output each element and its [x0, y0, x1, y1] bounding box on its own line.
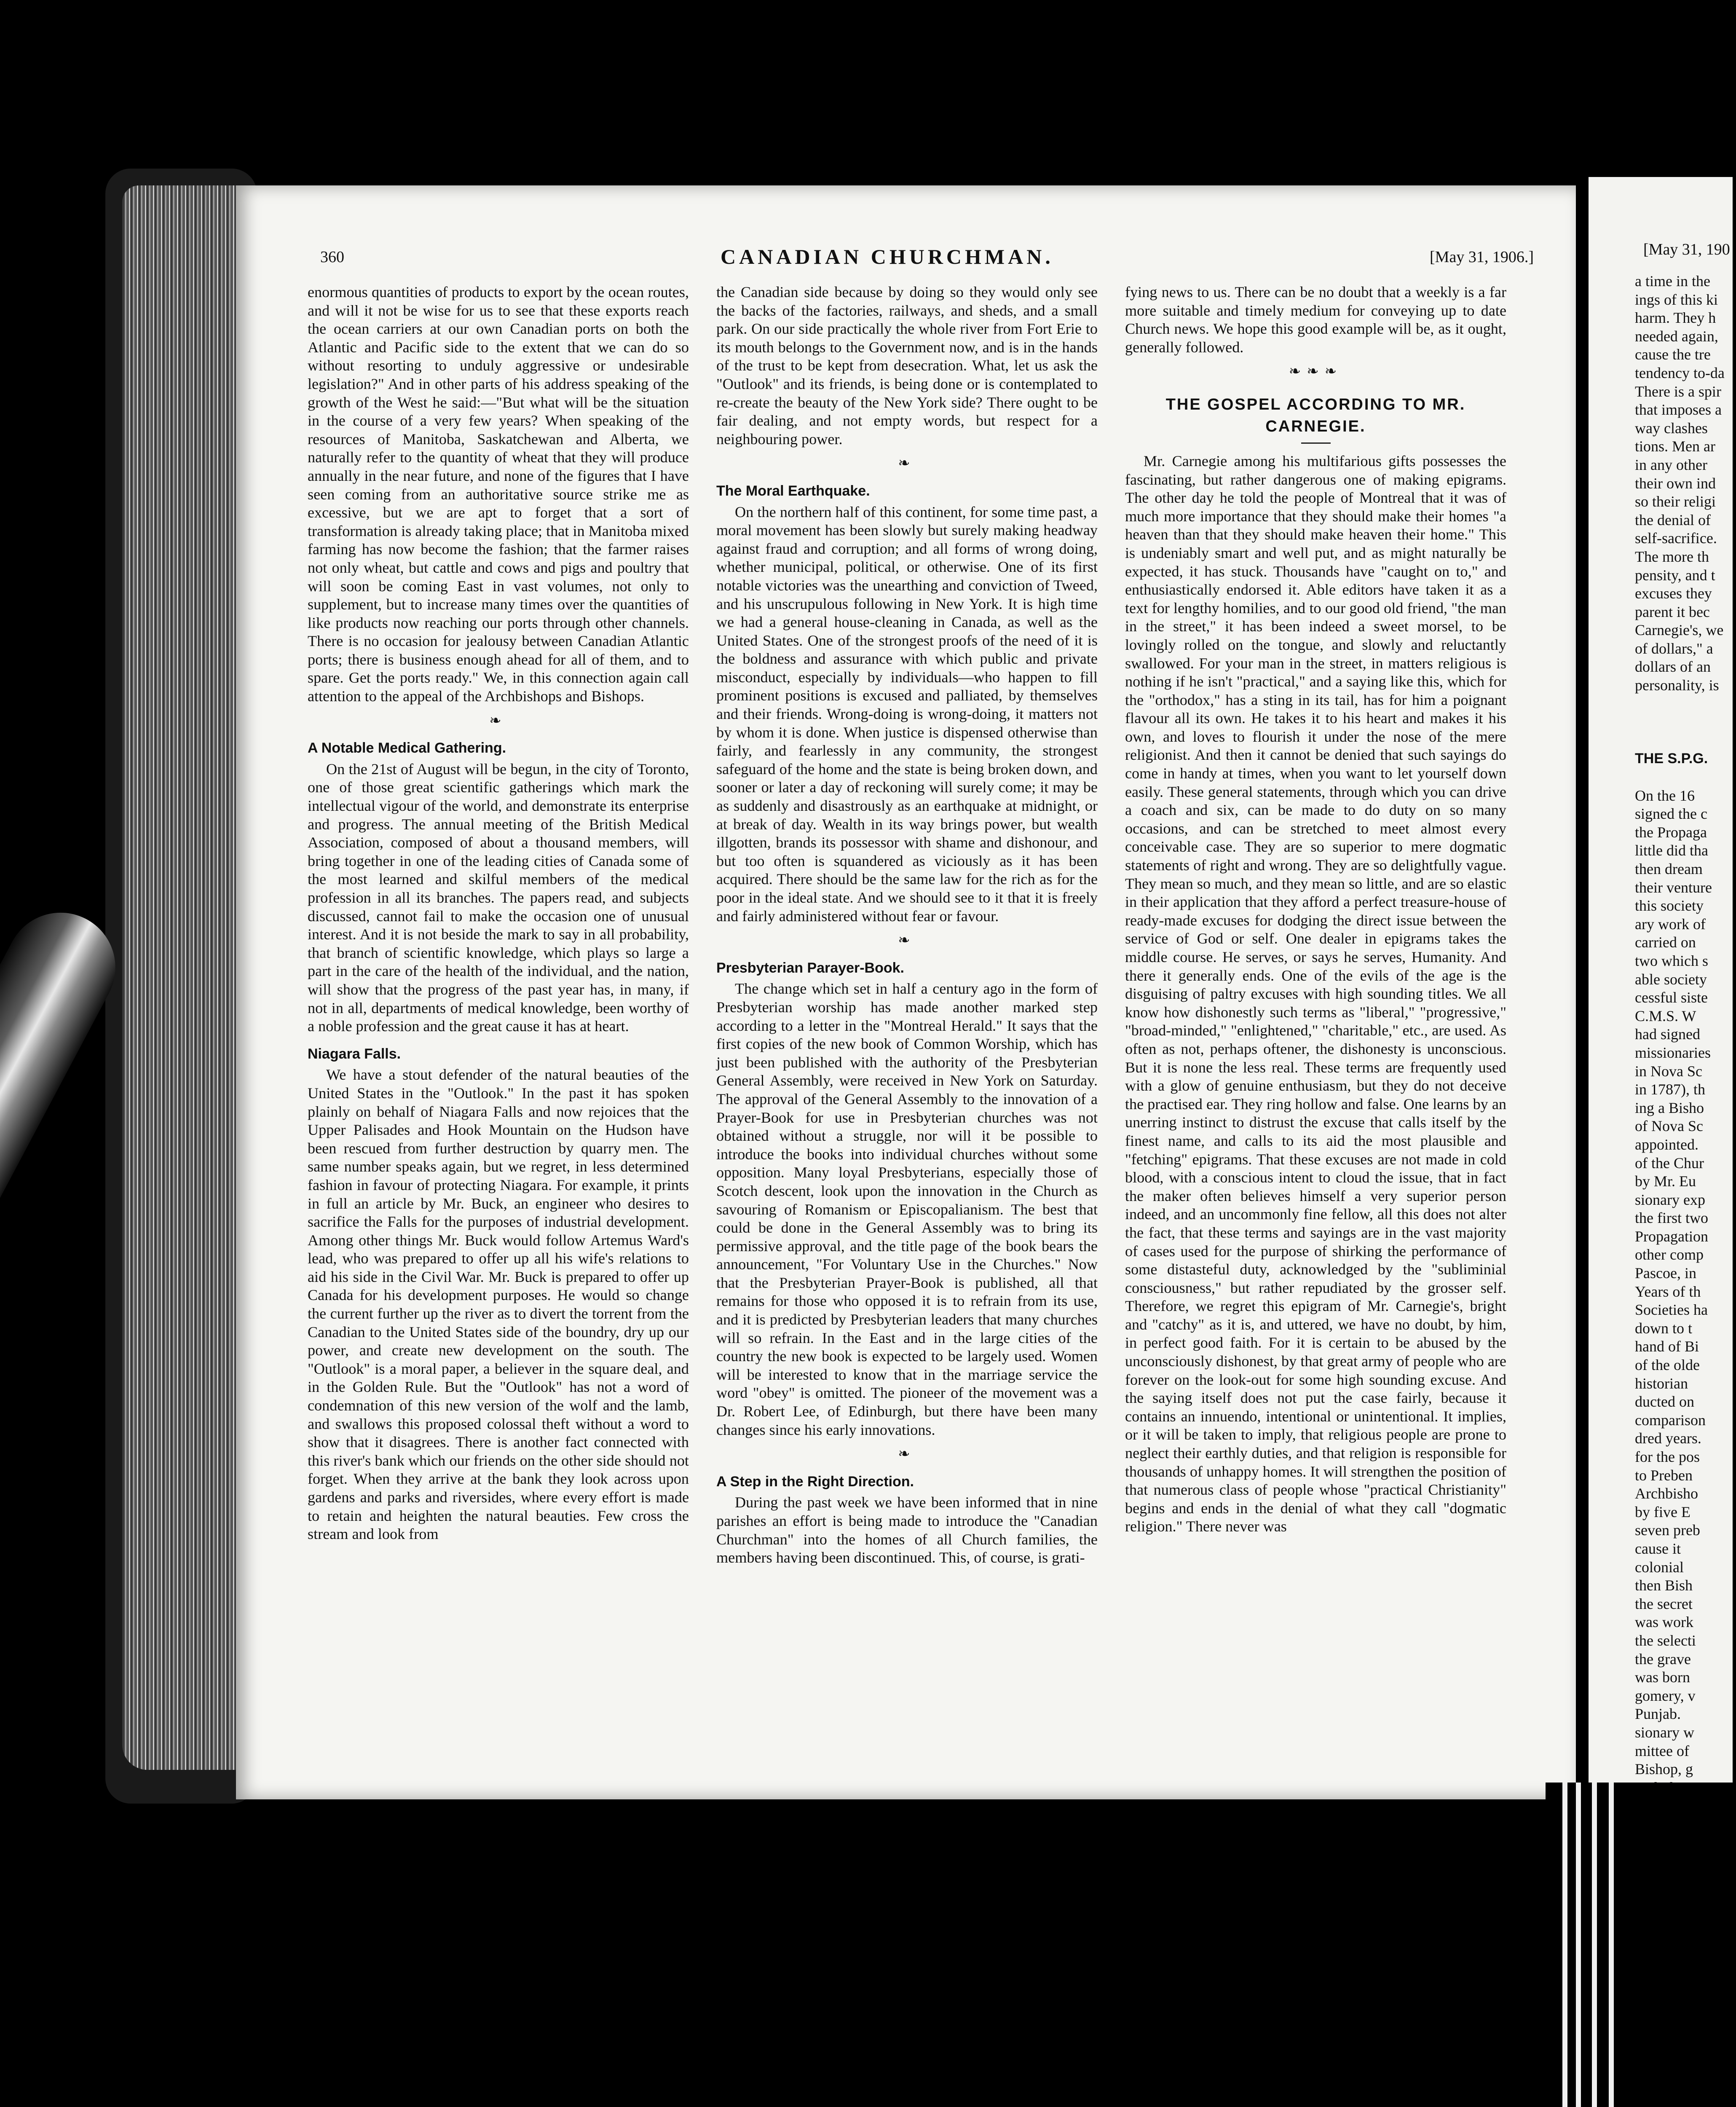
facing-page-line: was work: [1635, 1614, 1693, 1631]
facing-page-line: cessful siste: [1635, 989, 1708, 1006]
facing-page-line: On the 16: [1635, 787, 1695, 804]
facing-page-line: by five E: [1635, 1503, 1690, 1520]
facing-page-line: to Preben: [1635, 1466, 1693, 1484]
facing-page-line: Punjab.: [1635, 1705, 1681, 1723]
facing-page-line: missionaries: [1635, 1044, 1711, 1061]
facing-page-line: tendency to-da: [1635, 364, 1725, 381]
facing-page-line: The more th: [1635, 548, 1709, 565]
facing-page-line: two which s: [1635, 952, 1708, 969]
facing-page-line: Bishop, g: [1635, 1761, 1693, 1778]
facing-page-line: down to t: [1635, 1319, 1693, 1337]
column-2: [716, 283, 1098, 1567]
facing-page-line: cause the tre: [1635, 346, 1711, 363]
facing-page-line: tions. Men ar: [1635, 438, 1715, 455]
facing-page-line: the first two: [1635, 1209, 1708, 1227]
facing-page-line: [1635, 768, 1736, 787]
header-date: [May 31, 1906.]: [1430, 248, 1534, 266]
heading-step-right-direction: A Step in the Right Direction.: [716, 1473, 914, 1490]
facing-page-line: little did tha: [1635, 842, 1708, 859]
heading-medical-gathering: A Notable Medical Gathering.: [308, 740, 506, 756]
article-step-right-direction: During the past week we have been informed that in nine parishes an effort is being made to introduce the "Canadian Churchman" into the homes of all Church families, the members having been discontinued. This, of course, is grati-: [716, 1494, 1098, 1566]
article-niagara-falls: We have a stout defender of the natural beauties of the United States in the "Outlook." In the past it has spoken plainly on behalf of Niagara Falls and now rejoices that the Upper Palisades and Hook Mountain on the Hudson have been rescued from further destruction by quarry men. The same number speaks again, but we regret, in less determined fashion in favour of protecting Niagara. For example, it prints in full an article by Mr. Buck, an engineer who desires to sacrifice the Falls for the purposes of industrial development. Among other things Mr. Buck would follow Artemus Ward's lead, who was prepared to offer up all his wife's relations to aid his side in the Civil War. Mr. Buck is prepared to offer up Canada for his development purposes. He would so change the current further up the river as to divert the torrent from the Canadian to the United States side of the boundry, dry up our power, and create new development on the south. The "Outlook" is a moral paper, a believer in the square deal, and in the Golden Rule. But the "Outlook" has not a word of condemnation of this new version of the wolf and the lamb, and swallows this proposed colossal theft without a word to show that it disagrees. There is another fact connected with this river's bank which our friends on the other side should not forget. When they arrive at the bank they look across upon gardens and parks and riversides, where every effort is made to retain and heighten the natural beauties. Few cross the stream and look from: [308, 1066, 689, 1543]
facing-page-line: seven preb: [1635, 1522, 1700, 1539]
facing-page-line: colonial: [1635, 1558, 1684, 1576]
facing-page-line: dred years.: [1635, 1430, 1701, 1447]
facing-page-line: sionary w: [1635, 1724, 1694, 1741]
facing-page-line: needed again,: [1635, 327, 1718, 345]
facing-page-line: ary work of: [1635, 915, 1706, 933]
facing-page-line: in Nova Sc: [1635, 1062, 1702, 1080]
facing-page-line: Carnegie's, we: [1635, 622, 1724, 639]
facing-page-line: other comp: [1635, 1246, 1704, 1263]
facing-page-line: of the Chur: [1635, 1154, 1704, 1171]
heading-moral-earthquake: The Moral Earthquake.: [716, 483, 870, 499]
facing-page-line: appointed.: [1635, 1136, 1698, 1153]
facing-page-line: the grave: [1635, 1650, 1691, 1667]
facing-page-line: historian: [1635, 1375, 1688, 1392]
article-continuation: enormous quantities of products to export by the ocean routes, and will it not be wise for us to see that these exports reach the ocean carriers at our own Canadian ports on both the Atlantic and Pacific side to the extent that we can do so without resorting to unduly aggressive or undesirable legislation?" And in other parts of his address speaking of the growth of the West he said:—"But what will be the situation in the course of a very few years? When speaking of the resources of Manitoba, Saskatchewan and Alberta, we naturally refer to the quantity of wheat that they will produce annually in the near future, and none of the figures that I have seen coming from an authoritative source strike me as excessive, but we are apt to forget that a sort of transformation is already taking place; that in Manitoba mixed farming has now become the fashion; that the farmer raises not only wheat, but cattle and cows and pigs and poultry that will soon be coming East in vast volumes, not only to supplement, but to increase many times over the quantities of like products now reaching our ports through other channels. There is no occasion for jealousy between Canadian Atlantic ports; there is business enough ahead for all of them, and to spare. Get the ports ready." We, in this connection again call attention to the appeal of the Archbishops and Bishops.: [308, 284, 689, 705]
facing-page-line: THE S.P.G.: [1635, 751, 1708, 767]
facing-page-line: gomery, v: [1635, 1687, 1696, 1704]
facing-page-line: [1635, 732, 1736, 750]
facing-page-line: sionary exp: [1635, 1191, 1705, 1208]
facing-page-line: [1635, 713, 1736, 732]
facing-page-line: ducted on: [1635, 1393, 1694, 1410]
facing-page-text: [1635, 272, 1736, 1834]
article-moral-earthquake: On the northern half of this continent, for some time past, a moral movement has been slowly but surely making headway against fraud and corruption; and all forms of wrong doing, whether municipal, political, or otherwise. One of its first notable victories was the unearthing and conviction of Tweed, and his unscrupulous following in New York. It is high time we had a general house-cleaning in Canada, as well as the United States. One of the strongest proofs of the need of it is the boldness and assurance with which public and private misconduct, especially by individuals—who happen to fill prominent positions is excused and palliated, by themselves and their friends. Wrong-doing is wrong-doing, it matters not by whom it is done. When justice is dispensed otherwise than fairly, and fearlessly in any community, the strongest safeguard of the home and the state is being broken down, and sooner or later a day of reckoning will surely come; it may be as suddenly and disastrously as an earthquake at midnight, or at break of day. Wealth in its way brings power, but wealth illgotten, brands its possessor with shame and dishonour, and but too often is squandered as viciously as it has been acquired. There should be the same law for the rich as for the poor in the ideal state. And we should see to it that it is freely and fairly administered without fear or favour.: [716, 503, 1098, 925]
section-ornament: ❧: [898, 456, 916, 472]
facing-page-line: a time in the: [1635, 273, 1710, 290]
facing-page-line: that imposes a: [1635, 401, 1722, 418]
facing-page-date: [May 31, 190: [1643, 241, 1730, 258]
facing-page-line: C.M.S. W: [1635, 1007, 1696, 1024]
facing-page-line: their venture: [1635, 879, 1712, 896]
facing-page-line: There is a spir: [1635, 383, 1721, 400]
facing-page-line: the secret: [1635, 1595, 1693, 1612]
section-ornament: ❧: [898, 933, 916, 949]
masthead-title: CANADIAN CHURCHMAN.: [721, 245, 1054, 268]
facing-page-line: parent it bec: [1635, 603, 1710, 620]
facing-page-line: had signed: [1635, 1026, 1700, 1043]
heading-presbyterian-prayer-book: Presbyterian Parayer-Book.: [716, 960, 904, 976]
facing-page-line: Archbisho: [1635, 1485, 1698, 1502]
facing-page-line: so their religi: [1635, 493, 1716, 510]
facing-page-line: the Propaga: [1635, 823, 1707, 841]
facing-page-line: Pascoe, in: [1635, 1265, 1696, 1282]
facing-page-line: the denial of: [1635, 511, 1711, 528]
facing-page-line: of dollars," a: [1635, 640, 1713, 657]
section-ornament: ❧: [489, 713, 507, 729]
facing-page-line: in 1787), th: [1635, 1081, 1705, 1098]
facing-page-line: then dream: [1635, 860, 1703, 877]
facing-page-line: way clashes: [1635, 419, 1708, 437]
facing-page-line: cause it: [1635, 1540, 1681, 1557]
facing-page-line: dollars of an: [1635, 658, 1711, 676]
facing-page-line: signed the c: [1635, 805, 1707, 823]
facing-page-line: Years of th: [1635, 1283, 1701, 1300]
book-gutter: [1576, 160, 1589, 1820]
article-step-continuation: fying news to us. There can be no doubt that a weekly is a far more suitable and timely medium for conveying up to date Church news. We hope this good example will be, as it ought, generally followed.: [1125, 284, 1506, 356]
article-presbyterian-prayer-book: The change which set in half a century ago in the form of Presbyterian worship has made another marked step according to a letter in the "Montreal Herald." It says that the first copies of the new book of Common Worship, which has just been published with the authority of the Presbyterian General Assembly, were received in New York on Saturday. The approval of the General Assembly to the innovation of a Prayer-Book for use in Presbyterian churches was not obtained without a struggle, nor will it be possible to introduce the books into individual churches without some opposition. Many loyal Presbyterians, especially those of Scotch descent, look upon the innovation in the Church as savouring of Romanism or Episcopalianism. The best that could be done in the General Assembly was to bring its permissive approval, and the title page of the book bears the announcement, "For Voluntary Use in the Churches." Now that the Presbyterian Prayer-Book is published, all that remains for those who opposed it is to refrain from its use, and it is predicted by Presbyterian leaders that many churches will so refrain. In the East and in the large cities of the country the new book is expected to be largely used. Women will be interested to know that in the marriage service the word "obey" is omitted. The pioneer of the movement was a Dr. Robert Lee, of Edinburgh, but there have been many changes since his early innovations.: [716, 980, 1098, 1438]
column-3: [1125, 283, 1506, 1536]
facing-page-line: of Nova Sc: [1635, 1118, 1703, 1135]
facing-page-line: ing a Bisho: [1635, 1099, 1704, 1116]
facing-page-line: carried on: [1635, 934, 1696, 951]
binding-stripe: [1592, 1783, 1597, 2107]
facing-page-line: was born: [1635, 1669, 1690, 1686]
page-header: [320, 244, 1542, 274]
facing-page-line: able society: [1635, 970, 1707, 988]
facing-page-line: comparison: [1635, 1411, 1706, 1429]
column-1: [308, 283, 689, 1544]
facing-page-line: the selecti: [1635, 1632, 1696, 1649]
book-binding: [1546, 1783, 1733, 2107]
facing-page-line: by Mr. Eu: [1635, 1173, 1696, 1190]
facing-page-line: ings of this ki: [1635, 291, 1718, 308]
page-number: 360: [320, 248, 344, 266]
facing-page-line: for the pos: [1635, 1448, 1700, 1465]
facing-page-line: their own ind: [1635, 474, 1716, 492]
facing-page: [1589, 177, 1733, 1804]
binding-stripe: [1562, 1783, 1567, 2107]
article-niagara-continuation: the Canadian side because by doing so they would only see the backs of the factories, railways, and sheds, and a small park. On our side practically the whole river from Fort Erie to its mouth belongs to the Government now, and is in the hands of the trust to be kept from desecration. What, let us ask the "Outlook" and its friends, is being done or is contemplated to re-create the beauty of the New York side? There ought to be fair dealing, and not empty words, but respect for a neighbouring power.: [716, 284, 1098, 448]
article-gospel-carnegie: Mr. Carnegie among his multifarious gifts possesses the fascinating, but rather dangerous one of making epigrams. The other day he told the people of Montreal that it was of much more importance that they should make their homes "a heaven than that they should make heaven their home." This is undeniably smart and well put, and as might naturally be expected, it has stuck. Thousands have "caught on to," and enthusiastically endorsed it. Able editors have taken it as a text for lengthy homilies, and to our good old friend, "the man in the street," it has been indeed a sweet morsel, to be lovingly rolled on the tongue, and slowly and reluctantly swallowed. For your man in the street, in matters religious is nothing if he isn't "practical," and a saying like this, which for the "orthodox," has a sting in its tail, has for him a poignant flavour all its own. He takes it to his heart and makes it his own, and loves to flourish it under the nose of the mere religionist. And then it cannot be denied that such sayings do come in handy at times, when you want to let yourself down easily. These general statements, through which you can drive a coach and six, can be made to do duty on so many occasions, and can be stretched to meet almost every conceivable case. They are so superior to mere dogmatic statements of right and wrong. They are so delightfully vague. They mean so much, and they mean so little, and are so elastic in their application that they afford a perfect treasure-house of ready-made excuses for dodging the direct issue between the service of God or self. One dealer in epigrams takes the middle course. He serves, or says he serves, Humanity. And there it generally ends. One of the evils of the age is the disguising of paltry excuses with high sounding titles. We all know how dishonestly such terms as "liberal," "progressive," "broad-minded," "enlightened," "charitable," etc., are used. As often as not, perhaps oftener, the dishonesty is unconscious. But it is none the less real. These terms are frequently used with a glow of genuine enthusiasm, but they do not deceive the practised ear. They ring hollow and false. One learns by an unerring instinct to distrust the excuse that calls itself by the finest name, and calls to its aid the most plausible and "fetching" epigrams. That these excuses are not made in cold blood, with a conscious intent to cloud the issue, that in fact the maker often believes himself a very superior person indeed, and an uncommonly fine fellow, all this does not alter the fact, that these terms and sayings are in the vast majority of cases used for the purpose of shirking the performance of some distasteful duty, acknowledged by the "subliminial consciousness," but rather repudiated by the grosser self. Therefore, we regret this epigram of Mr. Carnegie's, bright and "catchy" as it is, and uttered, we have no doubt, by him, in perfect good faith. For it is certain to be abused by the unconsciously dishonest, by that great army of people who are forever on the look-out for some high sounding excuse. And the saying itself does not put the case fairly, because it contains an innuendo, intentional or unintentional. It implies, or it will be taken to imply, that religious people are prone to neglect their earthly duties, and that religion is responsible for thousands of unhappy homes. It will strengthen the position of that numerous class of people whose "practical Christianity" begins and ends in the denial of what they call "dogmatic religion." There never was: [1125, 452, 1506, 1535]
facing-page-line: pensity, and t: [1635, 566, 1715, 584]
page-edges: [122, 185, 240, 1770]
facing-page-line: harm. They h: [1635, 309, 1716, 327]
facing-page-line: Propagation: [1635, 1228, 1708, 1245]
facing-page-line: mittee of: [1635, 1742, 1689, 1759]
facing-page-line: then Bish: [1635, 1577, 1693, 1594]
facing-page-line: personality, is: [1635, 677, 1719, 694]
heading-gospel-carnegie: THE GOSPEL ACCORDING TO MR. CARNEGIE.: [1165, 395, 1466, 435]
article-medical-gathering: On the 21st of August will be begun, in the city of Toronto, one of those great scientific gatherings which mark the intellectual vigour of the world, and demonstrate its enterprise and progress. The annual meeting of the British Medical Association, composed of about a thousand members, will bring together in one of the leading cities of Canada some of the most learned and skilful members of the medical profession in all its branches. The papers read, and subjects discussed, cannot fail to make the occasion one of unusual interest. And it is not beside the mark to say in all probability, that branch of scientific knowledge, which plays so large a part in the care of the health of the individual, and the nation, will show that the progress of the past year has, in many, if not in all, departments of medical knowledge, been worthy of a noble profession and the great cause it has at heart.: [308, 760, 689, 1035]
section-ornament: ❧: [898, 1446, 916, 1462]
heading-niagara-falls: Niagara Falls.: [308, 1045, 401, 1062]
facing-page-line: hand of Bi: [1635, 1338, 1699, 1355]
facing-page-line: self-sacrifice.: [1635, 530, 1717, 547]
binding-stripe: [1609, 1783, 1614, 2107]
binding-stripe: [1576, 1783, 1581, 2107]
facing-page-line: [1635, 695, 1736, 713]
facing-page-line: of the olde: [1635, 1356, 1700, 1374]
heading-rule: [1301, 442, 1331, 444]
facing-page-line: this society: [1635, 897, 1704, 914]
facing-page-line: in any other: [1635, 456, 1707, 473]
section-ornament: ❧❧❧: [1289, 364, 1343, 380]
facing-page-line: Societies ha: [1635, 1301, 1708, 1319]
facing-page-line: excuses they: [1635, 585, 1712, 602]
